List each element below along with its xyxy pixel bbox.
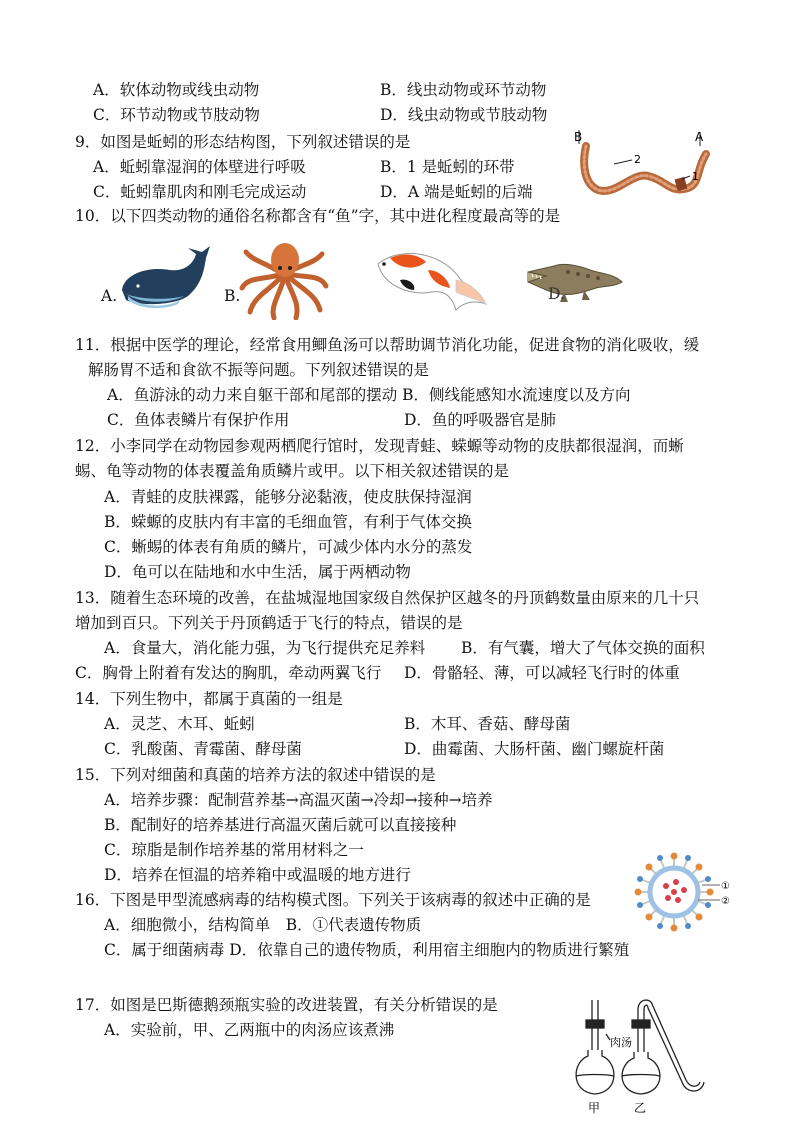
- flask-label-jia: 甲: [588, 1101, 601, 1115]
- q12-stem-line2: 蜴、龟等动物的体表覆盖角质鳞片或甲。以下相关叙述错误的是: [75, 462, 510, 480]
- q8-option-a: A．软体动物或线虫动物: [93, 81, 260, 99]
- q15-option-d: D．培养在恒温的培养箱中或温暖的地方进行: [104, 866, 411, 884]
- q10-option-a: A.: [101, 287, 118, 305]
- crocodile-image: [524, 252, 624, 306]
- q9-option-c: C．蚯蚓靠肌肉和刚毛完成运动: [93, 183, 307, 201]
- influenza-virus-figure: [630, 852, 740, 932]
- virus-label-1: ①: [721, 881, 730, 892]
- q12-stem-line1: 12．小李同学在动物园参观两栖爬行馆时，发现青蛙、蝾螈等动物的皮肤都很湿润，而蜥: [75, 437, 684, 455]
- q10-option-b: B.: [224, 287, 241, 305]
- q8-option-b: B．线虫动物或环节动物: [380, 81, 547, 99]
- q17-option-a: A．实验前，甲、乙两瓶中的肉汤应该煮沸: [104, 1021, 395, 1039]
- q8-option-d: D．线虫动物或节肢动物: [380, 106, 548, 124]
- q11-stem-line2: 解肠胃不适和食欲不振等问题。下列叙述错误的是: [88, 361, 430, 379]
- q13-option-d: D．骨骼轻、薄，可以减轻飞行时的体重: [404, 664, 680, 682]
- q15-option-b: B．配制好的培养基进行高温灭菌后就可以直接接种: [104, 816, 457, 834]
- q11-option-d: D．鱼的呼吸器官是肺: [404, 411, 556, 429]
- q12-option-d: D．龟可以在陆地和水中生活，属于两栖动物: [104, 563, 411, 581]
- q11-option-c: C．鱼体表鳞片有保护作用: [107, 411, 290, 429]
- q15-option-c: C．琼脂是制作培养基的常用材料之一: [104, 841, 364, 859]
- q17-stem: 17．如图是巴斯德鹅颈瓶实验的改进装置，有关分析错误的是: [75, 996, 498, 1014]
- q13-stem-line2: 增加到百只。下列关于丹顶鹤适于飞行的特点，错误的是: [75, 614, 463, 632]
- q15-option-a: A．培养步骤：配制营养基→高温灭菌→冷却→接种→培养: [104, 791, 493, 809]
- q14-option-b: B．木耳、香菇、酵母菌: [404, 715, 571, 733]
- q11-option-ab: A．鱼游泳的动力来自躯干部和尾部的摆动 B．侧线能感知水流速度以及方向: [107, 386, 631, 404]
- q12-option-c: C．蜥蜴的体表有角质的鳞片，可减少体内水分的蒸发: [104, 538, 473, 556]
- virus-label-2: ②: [721, 896, 730, 907]
- q13-option-a: A．食量大，消化能力强，为飞行提供充足养料: [104, 639, 426, 657]
- earthworm-label-2: 2: [634, 153, 641, 166]
- koi-fish-image: [370, 240, 488, 316]
- swan-neck-flask-figure: [566, 996, 716, 1120]
- earthworm-label-b: B: [574, 130, 583, 144]
- q10-option-d: D.: [548, 285, 565, 303]
- q14-option-c: C．乳酸菌、青霉菌、酵母菌: [104, 740, 302, 758]
- q9-stem: 9．如图是蚯蚓的形态结构图，下列叙述错误的是: [75, 133, 411, 151]
- q12-option-b: B．蝾螈的皮肤内有丰富的毛细血管，有利于气体交换: [104, 513, 472, 531]
- earthworm-label-a: A: [695, 130, 704, 144]
- q16-option-cd: C．属于细菌病毒 D．依靠自己的遗传物质，利用宿主细胞内的物质进行繁殖: [104, 941, 630, 959]
- q14-stem: 14．下列生物中，都属于真菌的一组是: [75, 690, 343, 708]
- q15-stem: 15．下列对细菌和真菌的培养方法的叙述中错误的是: [75, 766, 436, 784]
- q16-option-ab: A．细胞微小，结构简单 B．①代表遗传物质: [104, 916, 422, 934]
- q13-option-c: C．胸骨上附着有发达的胸肌，牵动两翼飞行: [75, 664, 382, 682]
- q13-option-b: B．有气囊，增大了气体交换的面积: [461, 639, 705, 657]
- q12-option-a: A．青蛙的皮肤裸露，能够分泌黏液，使皮肤保持湿润: [104, 488, 472, 506]
- q9-option-a: A．蚯蚓靠湿润的体壁进行呼吸: [93, 158, 306, 176]
- q8-option-c: C．环节动物或节肢动物: [93, 106, 260, 124]
- q10-stem: 10．以下四类动物的通俗名称都含有“鱼”字，其中进化程度最高等的是: [75, 207, 561, 225]
- flask-label-broth: 肉汤: [610, 1036, 632, 1049]
- q13-stem-line1: 13．随着生态环境的改善，在盐城湿地国家级自然保护区越冬的丹顶鹤数量由原来的几十只: [75, 589, 700, 607]
- octopus-image: [236, 240, 330, 320]
- q14-option-d: D．曲霉菌、大肠杆菌、幽门螺旋杆菌: [404, 740, 665, 758]
- earthworm-figure: [572, 124, 722, 200]
- q14-option-a: A．灵芝、木耳、蚯蚓: [104, 715, 255, 733]
- flask-label-yi: 乙: [634, 1101, 647, 1115]
- q11-stem-line1: 11．根据中医学的理论，经常食用鲫鱼汤可以帮助调节消化功能，促进食物的消化吸收，缓: [75, 336, 700, 354]
- q9-option-b: B．1 是蚯蚓的环带: [380, 158, 515, 176]
- whale-image: [118, 244, 212, 312]
- q16-stem: 16．下图是甲型流感病毒的结构模式图。下列关于该病毒的叙述中正确的是: [75, 891, 591, 909]
- earthworm-label-1: 1: [692, 170, 699, 183]
- q9-option-d: D．A 端是蚯蚓的后端: [380, 183, 533, 201]
